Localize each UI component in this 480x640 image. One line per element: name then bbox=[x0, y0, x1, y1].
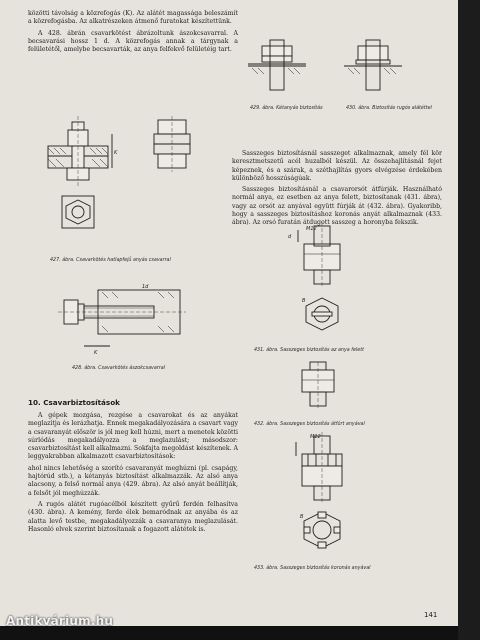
paragraph-spring-washer: A rugós alátét rugóacélból készített gyűrű ferdén felhasítva (430. ábra). A kemény, ferde élek bemaródnak az anyába és az alatta levő testbe, megakadályozzák a csavaranya meglazulását. Hasonló elvek szerint biztosítanak a fogazott alátétek is. bbox=[28, 500, 238, 533]
caption-fig431: 431. ábra. Sasszeges biztosítás az anya felett bbox=[254, 348, 364, 353]
figure-428 bbox=[58, 280, 188, 360]
section-heading: 10. Csavarbiztosítások bbox=[28, 398, 120, 407]
book-binding bbox=[458, 0, 480, 640]
dim-m12b: M12 bbox=[310, 434, 321, 440]
caption-fig428: 428. ábra. Csavarkötés ászokcsavarral bbox=[72, 366, 165, 371]
paragraph-double-nut: ahol nincs lehetőség a szorító csavaranyát meghúzni (pl. csapágy, hajtórúd stb.), a kétanyás biztosítást alkalmazzák. Az alsó anya alacsony, a felső normál anya (429. ábra). Az alsó anyát beállítják, a felsőt jól meghúzzák. bbox=[28, 464, 238, 497]
caption-fig432: 432. ábra. Sasszeges biztosítás átfúrt anyával bbox=[254, 422, 365, 427]
dim-1d: 1d bbox=[142, 284, 149, 290]
paragraph-clamp-length: közötti távolság a közrefogás (K). Az alátét magassága beleszámít a közrefogásba. Az alkatrészeken átmenő furatokat készítettünk. bbox=[28, 10, 238, 26]
paragraph-cotter-pin: Sasszeges biztosításnál sasszeget alkalmaznak, amely fél kör keresztmetszetű acél huzalból készül. Az összehajlításnál fejet képeznek, és a szárak, a széthajlítás gyors elvégzése érdekében különböző hosszúságúak. bbox=[232, 150, 442, 182]
figure-430 bbox=[344, 40, 404, 100]
fig427-side bbox=[154, 116, 190, 172]
left-column-lower bbox=[28, 412, 238, 537]
dim-k2: K bbox=[94, 350, 98, 356]
fig427-top bbox=[62, 196, 94, 228]
figure-432 bbox=[298, 362, 338, 412]
caption-fig429: 429. ábra. Kétanyás biztosítás bbox=[250, 106, 323, 111]
caption-fig433: 433. ábra. Sasszeges biztosítás koronás anyával bbox=[254, 566, 371, 571]
right-column bbox=[232, 150, 442, 231]
dim-b2: B bbox=[300, 514, 304, 520]
figure-431 bbox=[282, 222, 362, 342]
dim-d1: d bbox=[288, 234, 292, 240]
paragraph-cotter-drilling: Sasszeges biztosításnál a csavarorsót átfúrják. Használható normál anya, ez esetben az anya felett, biztosítanak (431. ábra), vagy az orsót az anyával együtt fúrják át (432. ábra). Gyakoribb, hogy a sasszeges biztosításhoz koronás anyát alkalmaznak (433. ábra). Az orsó furatán átdugott sasszeg a horonyba fekszik. bbox=[232, 186, 442, 227]
caption-fig427: 427. ábra. Csavarkötés hatlapfejű anyás csavarral bbox=[50, 258, 171, 263]
paragraph-stud-bolt: A 428. ábrán csavarkötést ábrázoltunk ászokcsavarral. A becsavarási hossz 1 d. A közrefogás annak a tárgynak a felületétől, amelybe becsavarták, az anya felfekvő felületéig tart. bbox=[28, 29, 238, 54]
figure-427 bbox=[48, 112, 218, 262]
figure-433 bbox=[282, 432, 362, 562]
dim-m12a: M12 bbox=[306, 226, 317, 232]
page-number: 141 bbox=[424, 611, 438, 619]
paragraph-vibration: A gépek mozgása, rezgése a csavarokat és az anyákat meglazítja és lerázhatja. Ennek megakadályozására a csavart vagy a csavaranyát először is jól meg kell húzni, mert a menetek közötti súrlódás megakadályozza a meglazulást; másodszor: csavarbiztosítást kell alkalmazni. Sokfajta megoldást készítenek. A leggyakrabban alkalmazott csavarbiztosítások: bbox=[28, 412, 238, 461]
dim-b1: B bbox=[302, 298, 306, 304]
caption-fig430: 430. ábra. Biztosítás rugós alátéttel bbox=[346, 106, 432, 111]
figure-429 bbox=[248, 40, 308, 100]
watermark-logo: Antikvárium.hu bbox=[6, 614, 114, 628]
dim-k1: K bbox=[114, 150, 118, 156]
left-column bbox=[28, 10, 238, 57]
bottom-strip bbox=[0, 626, 458, 640]
fig427-section bbox=[48, 116, 118, 188]
